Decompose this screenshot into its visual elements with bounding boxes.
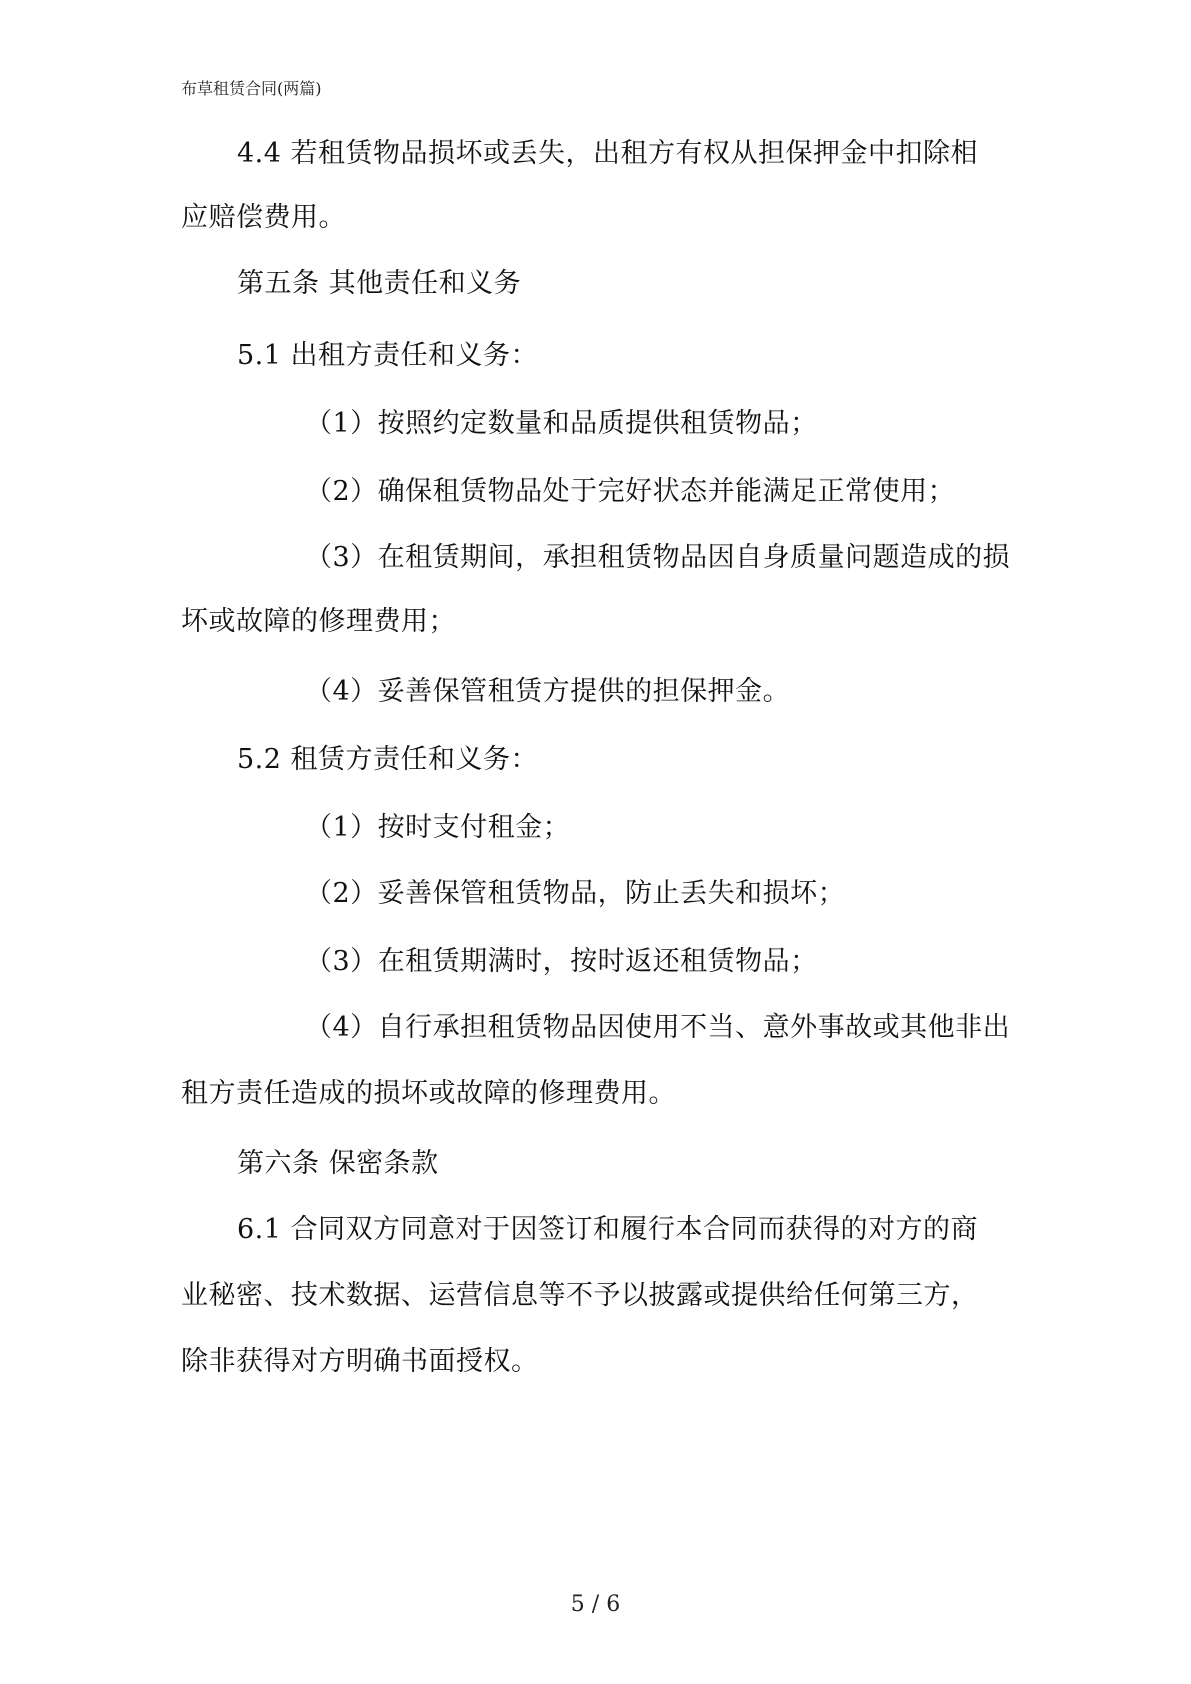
section-5-1-item-1: （1）按照约定数量和品质提供租赁物品； [305, 408, 818, 439]
section-5-2-item-4-line-2: 租方责任造成的损坏或故障的修理费用。 [181, 1078, 676, 1109]
running-header: 布草租赁合同(两篇) [181, 79, 322, 98]
clause-4-4-line-2: 应赔偿费用。 [181, 202, 346, 233]
section-5-2-item-4-line-1: （4）自行承担租赁物品因使用不当、意外事故或其他非出 [305, 1012, 1011, 1043]
section-5-2-item-2: （2）妥善保管租赁物品，防止丢失和损坏； [305, 878, 846, 909]
section-5-1-item-3-line-2: 坏或故障的修理费用； [181, 606, 456, 637]
section-5-1-item-4: （4）妥善保管租赁方提供的担保押金。 [305, 676, 791, 707]
section-5-2-heading: 5.2 租赁方责任和义务： [237, 744, 539, 775]
clause-6-1-line-2: 业秘密、技术数据、运营信息等不予以披露或提供给任何第三方， [181, 1280, 979, 1311]
section-5-2-item-1: （1）按时支付租金； [305, 812, 571, 843]
section-5-2-item-3: （3）在租赁期满时，按时返还租赁物品； [305, 946, 818, 977]
section-5-1-heading: 5.1 出租方责任和义务： [237, 340, 539, 371]
article-5-heading: 第五条 其他责任和义务 [237, 268, 522, 299]
clause-4-4-line-1: 4.4 若租赁物品损坏或丢失，出租方有权从担保押金中扣除相 [237, 138, 979, 169]
section-5-1-item-3-line-1: （3）在租赁期间，承担租赁物品因自身质量问题造成的损 [305, 542, 1011, 573]
article-6-heading: 第六条 保密条款 [237, 1148, 439, 1179]
page-number: 5 / 6 [570, 1592, 621, 1617]
section-5-1-item-2: （2）确保租赁物品处于完好状态并能满足正常使用； [305, 476, 956, 507]
clause-6-1-line-1: 6.1 合同双方同意对于因签订和履行本合同而获得的对方的商 [237, 1214, 979, 1245]
clause-6-1-line-3: 除非获得对方明确书面授权。 [181, 1346, 539, 1377]
